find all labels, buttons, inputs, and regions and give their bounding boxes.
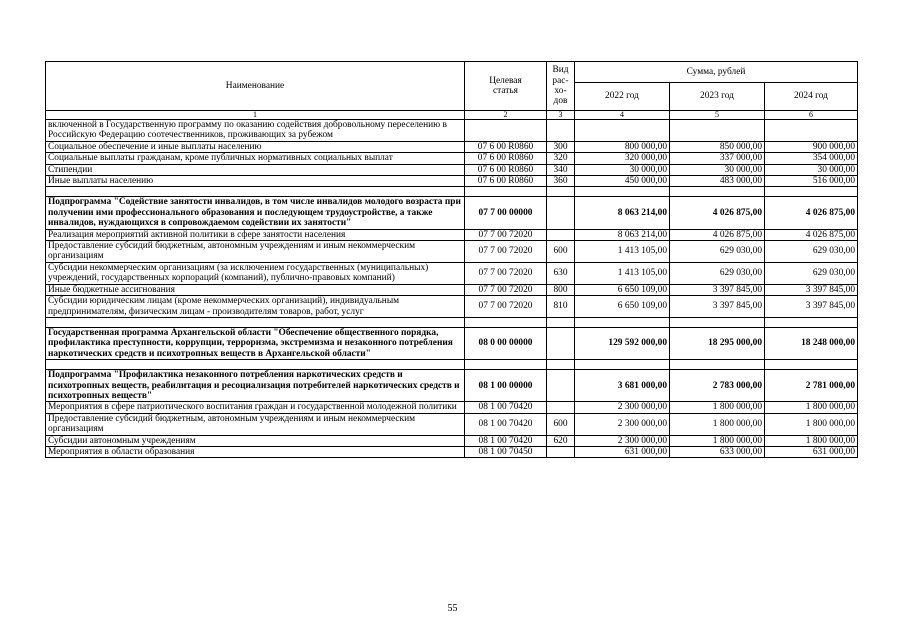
row-2023: 30 000,00 (670, 164, 765, 175)
table-row-subprogram (46, 370, 858, 402)
header-kind-line4: дов (553, 96, 568, 107)
row-2022: 320 000,00 (575, 153, 670, 164)
table-row (46, 141, 858, 152)
row-kind: 320 (547, 153, 575, 164)
row-kind: 360 (547, 176, 575, 187)
budget-table-sheet (45, 61, 857, 458)
row-name: Социальное обеспечение и иные выплаты населению (46, 141, 465, 152)
row-name: Социальные выплаты гражданам, кроме публичных нормативных социальных выплат (46, 153, 465, 164)
row-2024: 3 397 845,00 (765, 296, 858, 318)
header-kind-line3: хо- (554, 86, 567, 96)
row-2023: 1 800 000,00 (670, 402, 765, 413)
column-index: 2 (465, 111, 547, 120)
row-2024: 900 000,00 (765, 141, 858, 152)
row-name: Иные выплаты населению (46, 176, 465, 187)
table-row-program (46, 327, 858, 359)
header-name: Наименование (46, 62, 465, 111)
row-kind (547, 370, 575, 402)
row-2022: 8 063 214,00 (575, 197, 670, 229)
table-row (46, 153, 858, 164)
row-code: 07 7 00 72020 (465, 296, 547, 318)
row-kind: 630 (547, 262, 575, 284)
row-code: 07 7 00 00000 (465, 197, 547, 229)
row-2022: 800 000,00 (575, 141, 670, 152)
page-number: 55 (447, 603, 458, 614)
row-2024: 631 000,00 (765, 446, 858, 457)
row-code: 08 1 00 70450 (465, 446, 547, 457)
row-name: Мероприятия в сфере патриотического воспитания граждан и государственной молодежной политики (46, 402, 465, 413)
row-2023: 850 000,00 (670, 141, 765, 152)
row-kind (547, 197, 575, 229)
row-code: 08 1 00 70420 (465, 402, 547, 413)
table-row (46, 296, 858, 318)
table-row (46, 164, 858, 175)
header-kind (547, 62, 575, 111)
row-code: 07 6 00 R0860 (465, 141, 547, 152)
row-kind (547, 327, 575, 359)
row-code: 07 7 00 72020 (465, 262, 547, 284)
row-name: Реализация мероприятий активной политики в сфере занятости населения (46, 229, 465, 240)
row-name: Государственная программа Архангельской области "Обеспечение общественного порядка, профилактика преступности, коррупции, терроризма, экстремизма и незаконного потребления наркотических средств и психотропных веществ в Архангельской области" (46, 327, 465, 359)
row-2023: 1 800 000,00 (670, 435, 765, 446)
header-kind-line2: рас- (552, 75, 569, 86)
row-name: Субсидии некоммерческим организациям (за исключением государственных (муниципальных) учреждений, государственных корпораций (компаний), публично-правовых компаний) (46, 262, 465, 284)
row-code: 08 1 00 70420 (465, 435, 547, 446)
row-kind: 600 (547, 413, 575, 435)
header-target (465, 62, 547, 111)
row-2024: 354 000,00 (765, 153, 858, 164)
row-2024: 629 030,00 (765, 262, 858, 284)
header-kind-line1: Вид (552, 65, 569, 76)
header-year-2022: 2022 год (575, 83, 670, 111)
row-2023: 629 030,00 (670, 241, 765, 263)
row-kind: 810 (547, 296, 575, 318)
row-2023: 2 783 000,00 (670, 370, 765, 402)
row-2022: 631 000,00 (575, 446, 670, 457)
row-2022: 450 000,00 (575, 176, 670, 187)
row-2024: 1 800 000,00 (765, 413, 858, 435)
row-code: 07 7 00 72020 (465, 284, 547, 295)
column-index: 3 (547, 111, 575, 120)
table-row (46, 402, 858, 413)
column-index-row (46, 111, 858, 120)
row-code: 07 6 00 R0860 (465, 164, 547, 175)
row-kind: 600 (547, 241, 575, 263)
budget-table (45, 61, 858, 458)
row-2022: 8 063 214,00 (575, 229, 670, 240)
row-2023: 3 397 845,00 (670, 284, 765, 295)
row-kind (547, 446, 575, 457)
row-kind (547, 229, 575, 240)
row-2023: 4 026 875,00 (670, 197, 765, 229)
row-code: 08 0 00 00000 (465, 327, 547, 359)
table-row (46, 435, 858, 446)
row-name: Иные бюджетные ассигнования (46, 284, 465, 295)
row-2024: 1 800 000,00 (765, 402, 858, 413)
table-row-subprogram (46, 197, 858, 229)
row-code (465, 120, 547, 142)
row-code: 07 7 00 72020 (465, 241, 547, 263)
row-name: Субсидии автономным учреждениям (46, 435, 465, 446)
spacer-row (46, 187, 858, 197)
row-name: Стипендии (46, 164, 465, 175)
column-index: 4 (575, 111, 670, 120)
row-code: 08 1 00 00000 (465, 370, 547, 402)
spacer-row (46, 317, 858, 327)
row-2023: 633 000,00 (670, 446, 765, 457)
table-row (46, 229, 858, 240)
row-2024: 4 026 875,00 (765, 229, 858, 240)
row-2022: 1 413 105,00 (575, 241, 670, 263)
row-kind (547, 402, 575, 413)
header-target-line1: Целевая (489, 75, 522, 86)
row-kind: 300 (547, 141, 575, 152)
row-2022: 129 592 000,00 (575, 327, 670, 359)
row-2022 (575, 120, 670, 142)
header-target-line2: статья (493, 86, 518, 96)
header-sum: Сумма, рублей (575, 62, 858, 83)
row-code: 07 7 00 72020 (465, 229, 547, 240)
row-name: Субсидии юридическим лицам (кроме некоммерческих организаций), индивидуальным предпринимателям, физическим лицам - производителям товаров, работ, услуг (46, 296, 465, 318)
header-year-2024: 2024 год (765, 83, 858, 111)
row-name: включенной в Государственную программу по оказанию содействия добровольному переселению в Российскую Федерацию соотечественников, проживающих за рубежом (46, 120, 465, 142)
row-2024: 629 030,00 (765, 241, 858, 263)
row-2024: 3 397 845,00 (765, 284, 858, 295)
header-year-2023: 2023 год (670, 83, 765, 111)
row-2022: 6 650 109,00 (575, 284, 670, 295)
row-kind: 620 (547, 435, 575, 446)
row-2023 (670, 120, 765, 142)
row-2022: 6 650 109,00 (575, 296, 670, 318)
row-2024: 516 000,00 (765, 176, 858, 187)
row-name: Предоставление субсидий бюджетным, автономным учреждениям и иным некоммерческим организациям (46, 241, 465, 263)
row-2024 (765, 120, 858, 142)
column-index: 6 (765, 111, 858, 120)
row-name: Мероприятия в области образования (46, 446, 465, 457)
row-2023: 3 397 845,00 (670, 296, 765, 318)
row-2022: 2 300 000,00 (575, 413, 670, 435)
row-code: 07 6 00 R0860 (465, 176, 547, 187)
table-row (46, 413, 858, 435)
row-name: Подпрограмма "Профилактика незаконного потребления наркотических средств и психотропных веществ, реабилитация и ресоциализация потребителей наркотических средств и психотропных веществ" (46, 370, 465, 402)
row-kind: 340 (547, 164, 575, 175)
column-index: 1 (46, 111, 465, 120)
row-code: 07 6 00 R0860 (465, 153, 547, 164)
row-2023: 18 295 000,00 (670, 327, 765, 359)
row-kind: 800 (547, 284, 575, 295)
table-row (46, 284, 858, 295)
row-2024: 30 000,00 (765, 164, 858, 175)
row-2022: 30 000,00 (575, 164, 670, 175)
row-2023: 337 000,00 (670, 153, 765, 164)
row-kind (547, 120, 575, 142)
row-2022: 3 681 000,00 (575, 370, 670, 402)
row-2024: 1 800 000,00 (765, 435, 858, 446)
spacer-row (46, 360, 858, 370)
row-2023: 4 026 875,00 (670, 229, 765, 240)
row-code: 08 1 00 70420 (465, 413, 547, 435)
row-2023: 629 030,00 (670, 262, 765, 284)
row-2022: 2 300 000,00 (575, 435, 670, 446)
row-2022: 1 413 105,00 (575, 262, 670, 284)
table-row (46, 446, 858, 457)
row-2024: 4 026 875,00 (765, 197, 858, 229)
row-2023: 483 000,00 (670, 176, 765, 187)
row-2022: 2 300 000,00 (575, 402, 670, 413)
row-2023: 1 800 000,00 (670, 413, 765, 435)
table-row (46, 241, 858, 263)
table-row (46, 262, 858, 284)
row-name: Предоставление субсидий бюджетным, автономным учреждениям и иным некоммерческим организациям (46, 413, 465, 435)
row-2024: 2 781 000,00 (765, 370, 858, 402)
table-row (46, 176, 858, 187)
row-name: Подпрограмма "Содействие занятости инвалидов, в том числе инвалидов молодого возраста при получении ими профессионального образования и последующем трудоустройстве, а также инвалидов, нуждающихся в сопровождаемом содействии их занятости" (46, 197, 465, 229)
table-row (46, 120, 858, 142)
row-2024: 18 248 000,00 (765, 327, 858, 359)
column-index: 5 (670, 111, 765, 120)
